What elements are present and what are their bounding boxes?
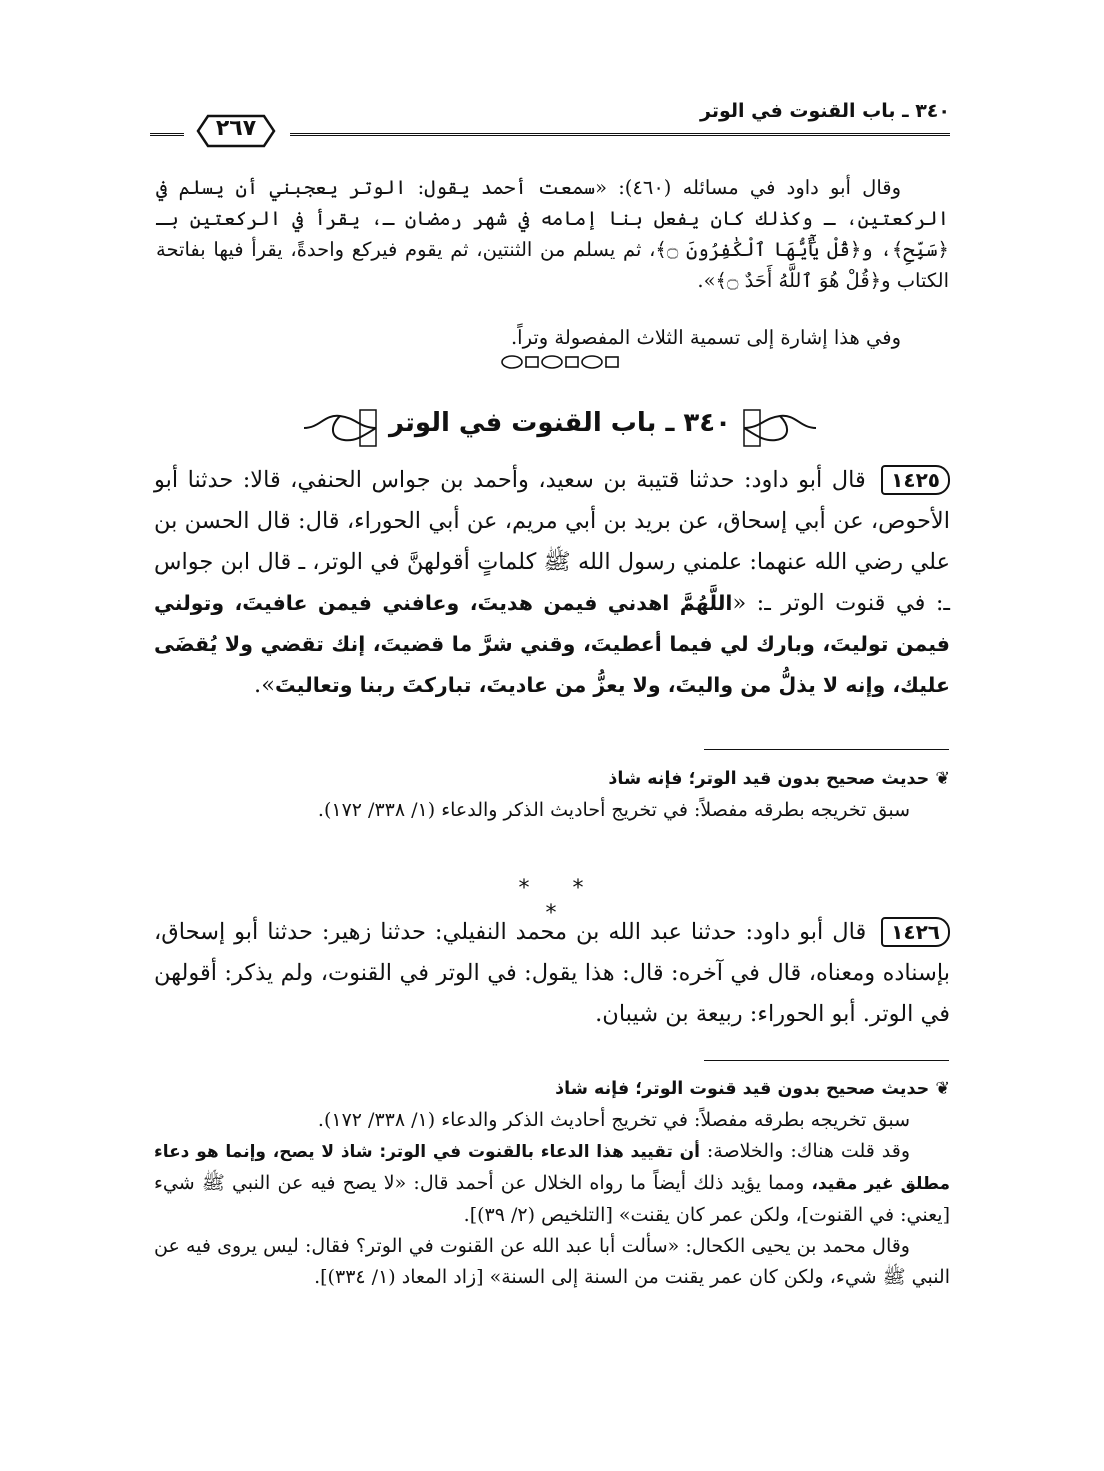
hadith-text-end: ». xyxy=(254,672,275,698)
dua-text: اللَّهُمَّ اهدني فيمن هديتَ، وعافني فيمن عافيتَ، وتولني فيمن توليتَ، وبارك لي فيما أعطيتَ، وقني شرَّ ما قضيتَ، إنك تقضي ولا يُقضَى عليك، وإنه لا يذلُّ من واليتَ، ولا يعزُّ من عاديتَ، تباركتَ ربنا وتعاليتَ xyxy=(154,591,950,697)
header-rule xyxy=(290,133,950,139)
hadith-number: ١٤٢٦ xyxy=(881,917,950,947)
takhrij-line: سبق تخريجه بطرقه مفصلاً: في تخريج أحاديث الذكر والدعاء (١/ ٣٣٨/ ١٧٢). xyxy=(317,799,910,821)
page-number-badge xyxy=(188,112,284,150)
intro-paragraph-1: وقال أبو داود في مسائله (٤٦٠): «سمعت أحمد يقول: الوتر يعجبني أن يسلم في الركعتين، ـ وكذلك كان يفعل بنا إمامه في شهر رمضان ـ، يقرأ في الركعتين بـ ﴿سَبِّحِ﴾، و﴿قُلْ يَٰٓأَيُّهَا ٱلْكَٰفِرُونَ ۝﴾، ثم يسلم من الثنتين، ثم يقوم فيركع واحدةً، يقرأ فيها بفاتحة الكتاب و﴿قُلْ هُوَ ٱللَّهُ أَحَدٌ ۝﴾». xyxy=(156,176,949,292)
footnote-1425 xyxy=(154,764,950,826)
chapter-heading xyxy=(300,404,820,452)
hadith-1426 xyxy=(154,912,950,1035)
chapter-title: ٣٤٠ ـ باب القنوت في الوتر xyxy=(388,408,732,438)
hadith-grade: ❦ حديث صحيح بدون قيد الوتر؛ فإنه شاذ xyxy=(608,769,950,789)
running-header xyxy=(150,100,950,144)
conclusion-paragraph: وقد قلت هناك: والخلاصة: أن تقييد هذا الدعاء بالقنوت في الوتر: شاذ لا يصح، وإنما هو دعاء مطلق غير مقيد، ومما يؤيد ذلك أيضاً ما رواه الخلال عن أحمد قال: «لا يصح فيه عن النبي ﷺ شيء [يعني: في القنوت]، ولكن عمر كان يقنت» [التلخيص (٢/ ٣٩)]. xyxy=(154,1140,950,1226)
intro-paragraph-2: وفي هذا إشارة إلى تسمية الثلاث المفصولة وتراً. xyxy=(510,326,901,349)
right-flourish-icon xyxy=(740,404,820,452)
hadith-text: قال أبو داود: حدثنا قتيبة بن سعيد، وأحمد بن جواس الحنفي، قالا: حدثنا أبو الأحوص، عن أبي إسحاق، عن بريد بن أبي مريم، عن أبي الحوراء، قال: قال الحسن بن علي رضي الله عنهما: علمني رسول الله ﷺ كلماتٍ أقولهنَّ في الوتر، ـ قال ابن جواس ـ: في قنوت الوتر ـ: « xyxy=(154,467,950,616)
footnote-rule xyxy=(704,749,949,750)
page-number: ٢٦٧ xyxy=(215,116,257,141)
takhrij-line: سبق تخريجه بطرقه مفصلاً: في تخريج أحاديث الذكر والدعاء (١/ ٣٣٨/ ١٧٢). xyxy=(317,1109,910,1131)
footnote-1426 xyxy=(154,1074,950,1293)
quote-paragraph: وقال محمد بن يحيى الكحال: «سألت أبا عبد الله عن القنوت في الوتر؟ فقال: ليس يروى فيه عن النبي ﷺ شيء، ولكن كان عمر يقنت من السنة إلى السنة» [زاد المعاد (١/ ٣٣٤)]. xyxy=(154,1235,950,1288)
footnote-rule xyxy=(704,1060,949,1061)
hadith-grade: ❦ حديث صحيح بدون قيد قنوت الوتر؛ فإنه شاذ xyxy=(555,1079,950,1099)
separator-stars: * * * xyxy=(518,876,602,926)
running-title: ٣٤٠ ـ باب القنوت في الوتر xyxy=(700,100,950,122)
header-rule-left xyxy=(150,133,184,139)
hadith-number: ١٤٢٥ xyxy=(881,465,950,495)
hadith-1425 xyxy=(154,460,950,706)
hadith-text: قال أبو داود: حدثنا عبد الله بن محمد النفيلي: حدثنا زهير: حدثنا أبو إسحاق، بإسناده ومعناه، قال في آخره: قال: هذا يقول: في الوتر في القنوت، ولم يذكر: أقولهن في الوتر. أبو الحوراء: ربيعة بن شيبان. xyxy=(154,919,950,1027)
section-end-ornament xyxy=(500,354,624,370)
left-flourish-icon xyxy=(300,404,380,452)
